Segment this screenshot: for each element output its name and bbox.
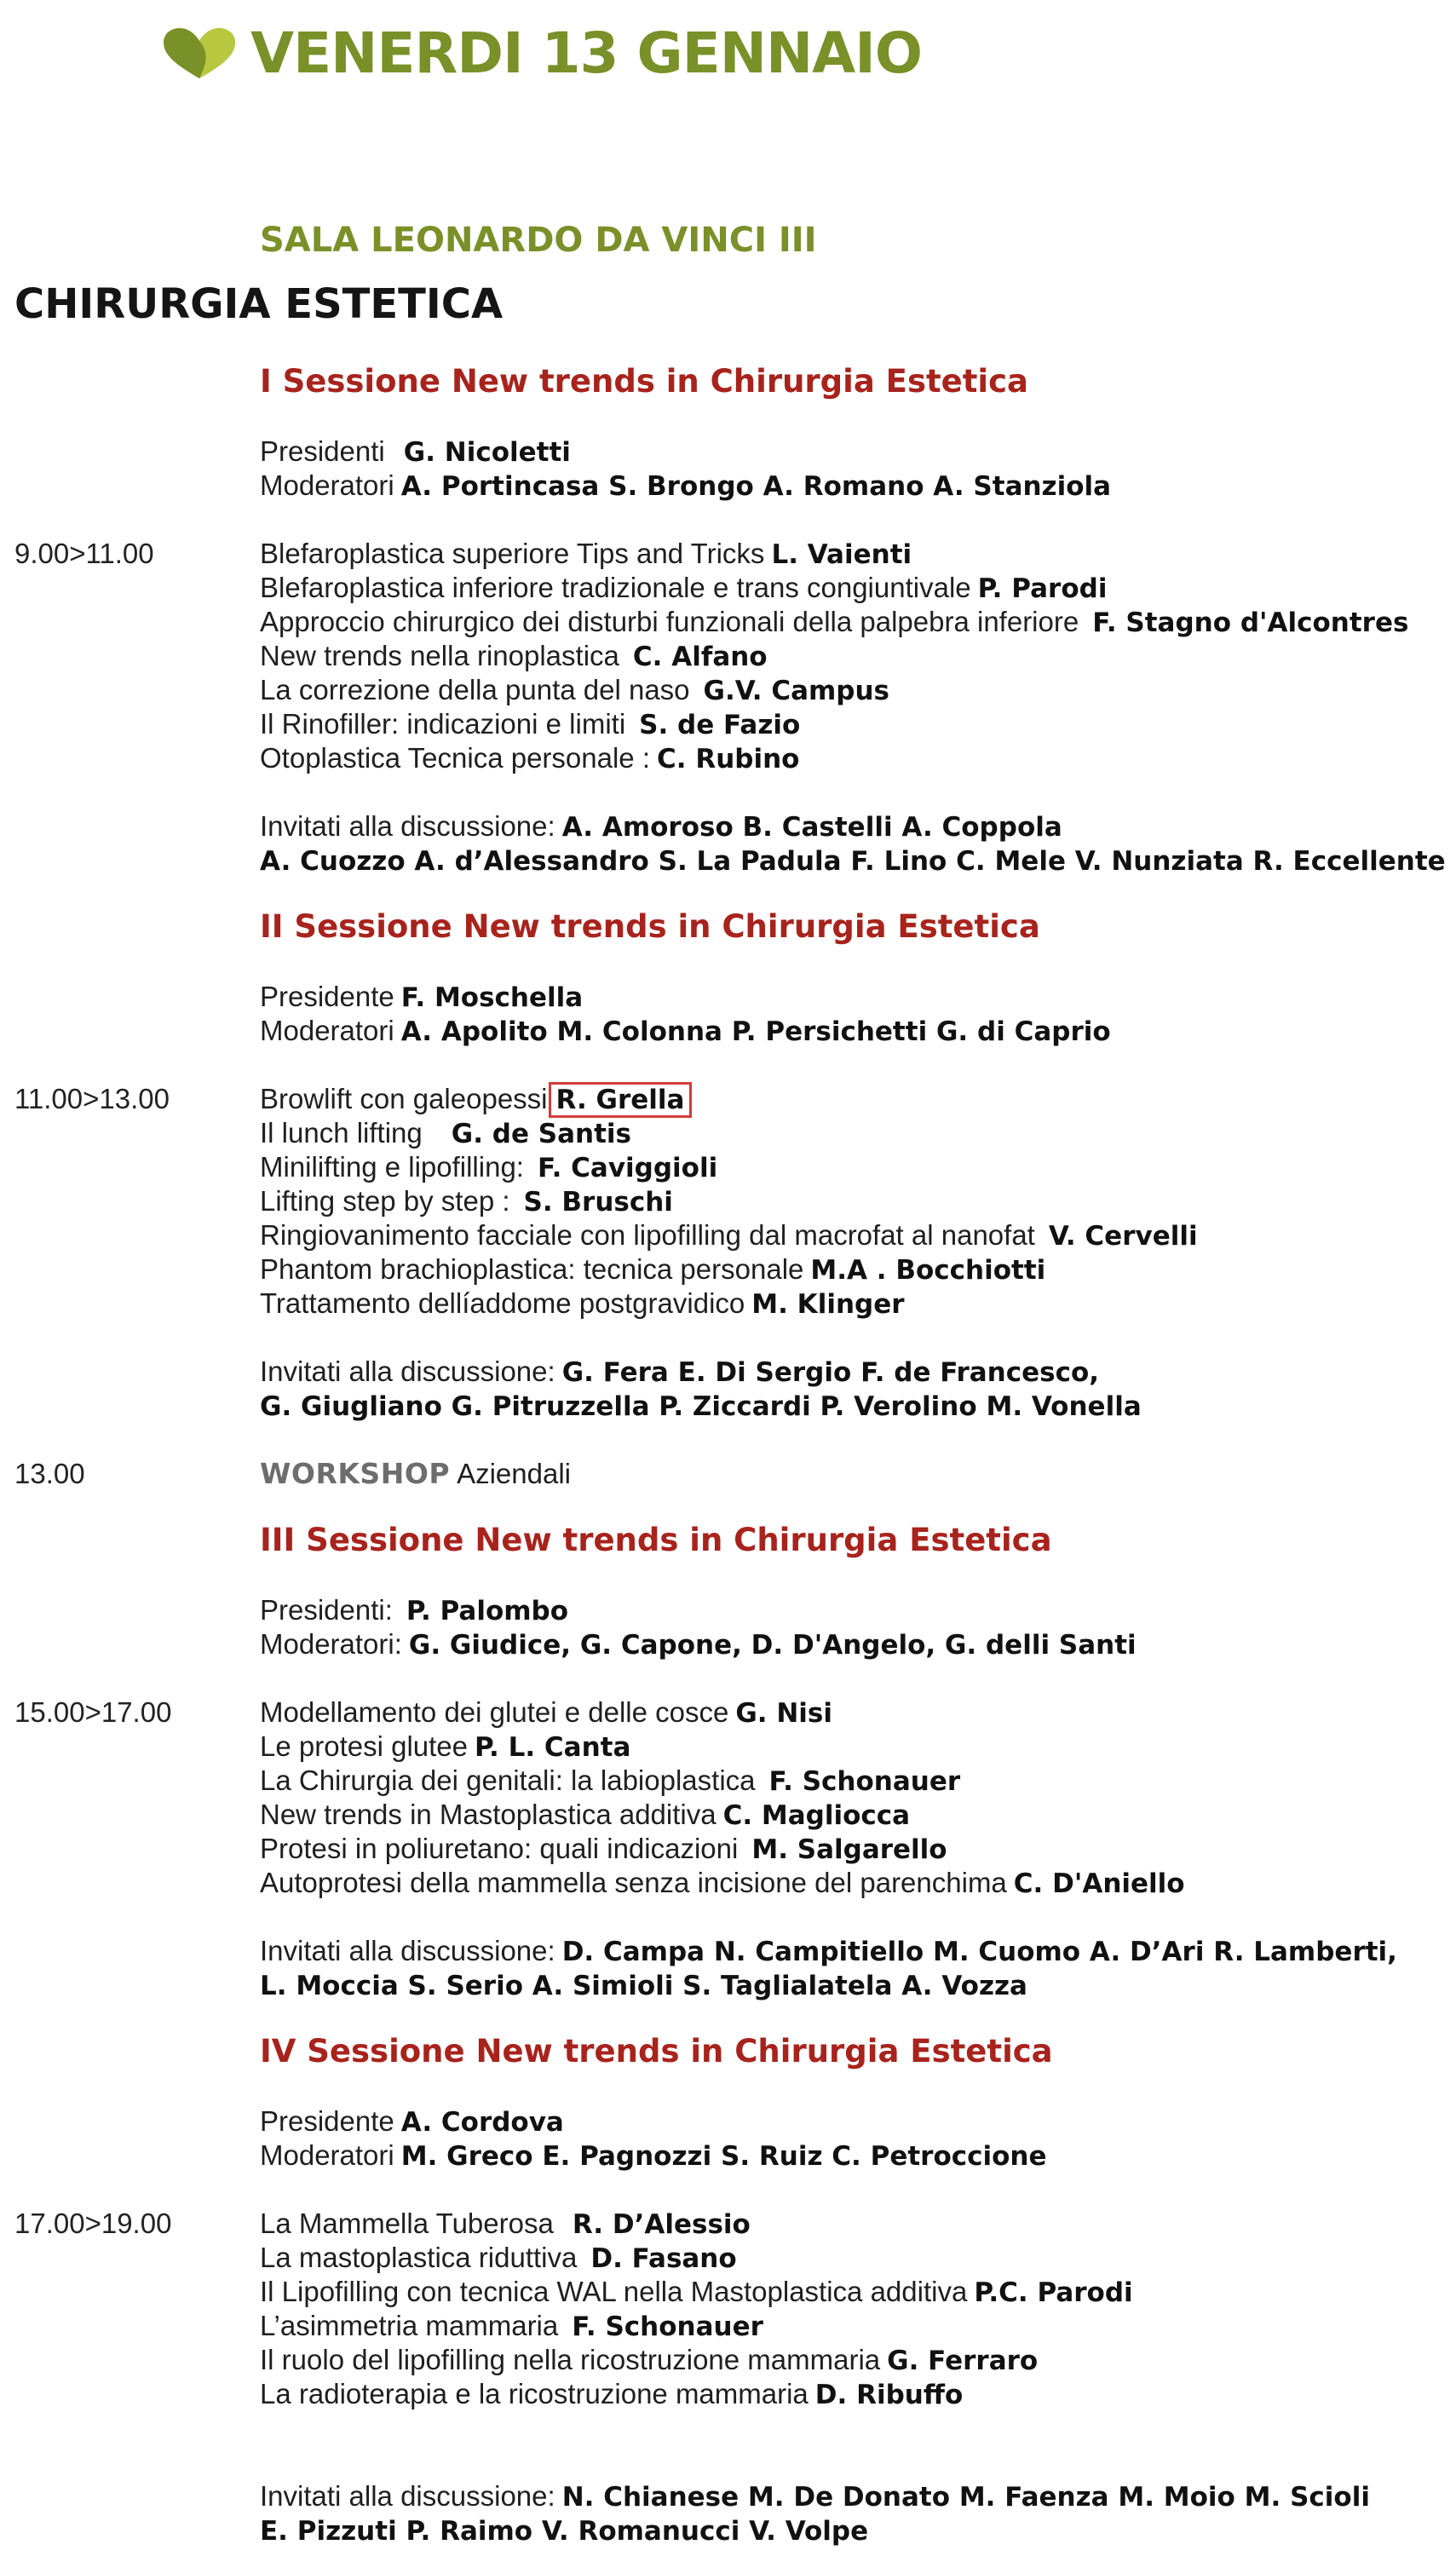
time-slot: 13.00	[14, 1458, 85, 1489]
time-slot: 15.00>17.00	[14, 1696, 172, 1728]
talk-row: Approccio chirurgico dei disturbi funzionali della palpebra inferiore F. Stagno d'Alcontres	[260, 606, 1409, 638]
talk-row: Phantom brachioplastica: tecnica personale M.A . Bocchiotti	[260, 1253, 1046, 1286]
session-title-1: I Sessione New trends in Chirurgia Estetica	[260, 363, 1029, 400]
talk-row: New trends nella rinoplastica C. Alfano	[260, 640, 768, 672]
chair-line: Moderatori: G. Giudice, G. Capone, D. D'Angelo, G. delli Santi	[260, 1628, 1137, 1661]
session-title-4: IV Sessione New trends in Chirurgia Estetica	[260, 2033, 1053, 2070]
talk-row: Minilifting e lipofilling: F. Caviggioli	[260, 1151, 718, 1183]
workshop-row	[0, 1457, 1456, 1491]
discussion-line: Invitati alla discussione: D. Campa N. Campitiello M. Cuomo A. D’Ari R. Lamberti,	[260, 1935, 1397, 1967]
talk-row: Protesi in poliuretano: quali indicazioni M. Salgarello	[260, 1833, 947, 1865]
session-2-chairs	[0, 980, 1456, 1048]
highlighted-speaker[interactable]: R. Grella	[551, 1085, 690, 1115]
talk-row: La mastoplastica riduttiva D. Fasano	[260, 2242, 737, 2274]
chair-line: Presidenti G. Nicoletti	[260, 435, 571, 468]
session-2-discussion	[0, 1355, 1456, 1423]
session-2-talks	[0, 1082, 1456, 1321]
session-1-discussion	[0, 809, 1456, 878]
chair-line: Moderatori A. Apolito M. Colonna P. Persichetti G. di Caprio	[260, 1015, 1111, 1047]
chair-line: Presidenti: P. Palombo	[260, 1594, 569, 1626]
talk-row: Autoprotesi della mammella senza incisione del parenchima C. D'Aniello	[260, 1867, 1185, 1899]
talk-row: L’asimmetria mammaria F. Schonauer	[260, 2310, 763, 2342]
chair-line: Moderatori A. Portincasa S. Brongo A. Romano A. Stanziola	[260, 469, 1112, 502]
time-slot: 11.00>13.00	[14, 1083, 170, 1114]
talk-row: Il Lipofilling con tecnica WAL nella Mastoplastica additiva P.C. Parodi	[260, 2276, 1133, 2308]
session-4-discussion	[0, 2479, 1456, 2547]
talk-row: Le protesi glutee P. L. Canta	[260, 1730, 631, 1763]
session-4-talks	[0, 2207, 1456, 2411]
talk-row: 15.00>17.00 Modellamento dei glutei e delle cosce G. Nisi	[14, 1696, 833, 1729]
chair-line: Presidente A. Cordova	[260, 2105, 564, 2138]
discussion-line: A. Cuozzo A. d’Alessandro S. La Padula F. Lino C. Mele V. Nunziata R. Eccellente	[260, 846, 1446, 877]
chair-line: Presidente F. Moschella	[260, 981, 584, 1013]
discussion-line: Invitati alla discussione: A. Amoroso B. Castelli A. Coppola	[260, 810, 1062, 843]
time-slot: 17.00>19.00	[14, 2208, 172, 2239]
discussion-line: Invitati alla discussione: N. Chianese M. De Donato M. Faenza M. Moio M. Scioli	[260, 2480, 1370, 2513]
day-title: VENERDI 13 GENNAIO	[250, 20, 922, 86]
session-3-talks	[0, 1695, 1456, 1900]
talk-row: New trends in Mastoplastica additiva C. Magliocca	[260, 1799, 911, 1831]
talk-row: Il ruolo del lipofilling nella ricostruzione mammaria G. Ferraro	[260, 2344, 1039, 2376]
session-title-2: II Sessione New trends in Chirurgia Estetica	[260, 908, 1040, 945]
heart-leaf-icon	[162, 27, 237, 80]
talk-row: La correzione della punta del naso G.V. Campus	[260, 674, 889, 706]
room-title: SALA LEONARDO DA VINCI III	[260, 221, 817, 260]
chair-line: Moderatori M. Greco E. Pagnozzi S. Ruiz C. Petroccione	[260, 2139, 1047, 2172]
session-4-chairs	[0, 2104, 1456, 2173]
session-3-discussion	[0, 1934, 1456, 2002]
session-title-3: III Sessione New trends in Chirurgia Estetica	[260, 1522, 1052, 1558]
talk-row: Il Rinofiller: indicazioni e limiti S. de Fazio	[260, 708, 801, 740]
talk-row: La Chirurgia dei genitali: la labioplastica F. Schonauer	[260, 1764, 961, 1797]
session-3-chairs	[0, 1593, 1456, 1661]
talk-row: 9.00>11.00 Blefaroplastica superiore Tips and Tricks L. Vaienti	[14, 538, 912, 570]
talk-row: Il lunch lifting G. de Santis	[260, 1117, 631, 1149]
talk-row: Ringiovanimento facciale con lipofilling dal macrofat al nanofat V. Cervelli	[260, 1219, 1198, 1252]
discussion-line: L. Moccia S. Serio A. Simioli S. Taglialatela A. Vozza	[260, 1971, 1027, 2001]
time-slot: 9.00>11.00	[14, 538, 154, 569]
discussion-line: E. Pizzuti P. Raimo V. Romanucci V. Volpe	[260, 2516, 869, 2547]
discussion-line: Invitati alla discussione: G. Fera E. Di Sergio F. de Francesco,	[260, 1356, 1100, 1388]
talk-row: Trattamento dellíaddome postgravidico M. Klinger	[260, 1287, 905, 1320]
session-1-chairs	[0, 435, 1456, 503]
talk-row: Blefaroplastica inferiore tradizionale e trans congiuntivale P. Parodi	[260, 572, 1108, 604]
discussion-line: G. Giugliano G. Pitruzzella P. Ziccardi P. Verolino M. Vonella	[260, 1391, 1142, 1422]
talk-row: Lifting step by step : S. Bruschi	[260, 1185, 673, 1218]
workshop-label: WORKSHOP	[260, 1457, 451, 1490]
session-1-talks	[0, 537, 1456, 775]
topic-title: CHIRURGIA ESTETICA	[14, 280, 504, 328]
day-header	[162, 15, 922, 92]
talk-row: 17.00>19.00 La Mammella Tuberosa R. D’Alessio	[14, 2208, 751, 2240]
talk-row: La radioterapia e la ricostruzione mammaria D. Ribuffo	[260, 2378, 964, 2410]
talk-row: 11.00>13.00 Browlift con galeopessi R. Grella	[0, 1082, 1456, 1116]
workshop-text: Aziendali	[457, 1458, 571, 1489]
talk-row: Otoplastica Tecnica personale : C. Rubino	[260, 742, 800, 774]
